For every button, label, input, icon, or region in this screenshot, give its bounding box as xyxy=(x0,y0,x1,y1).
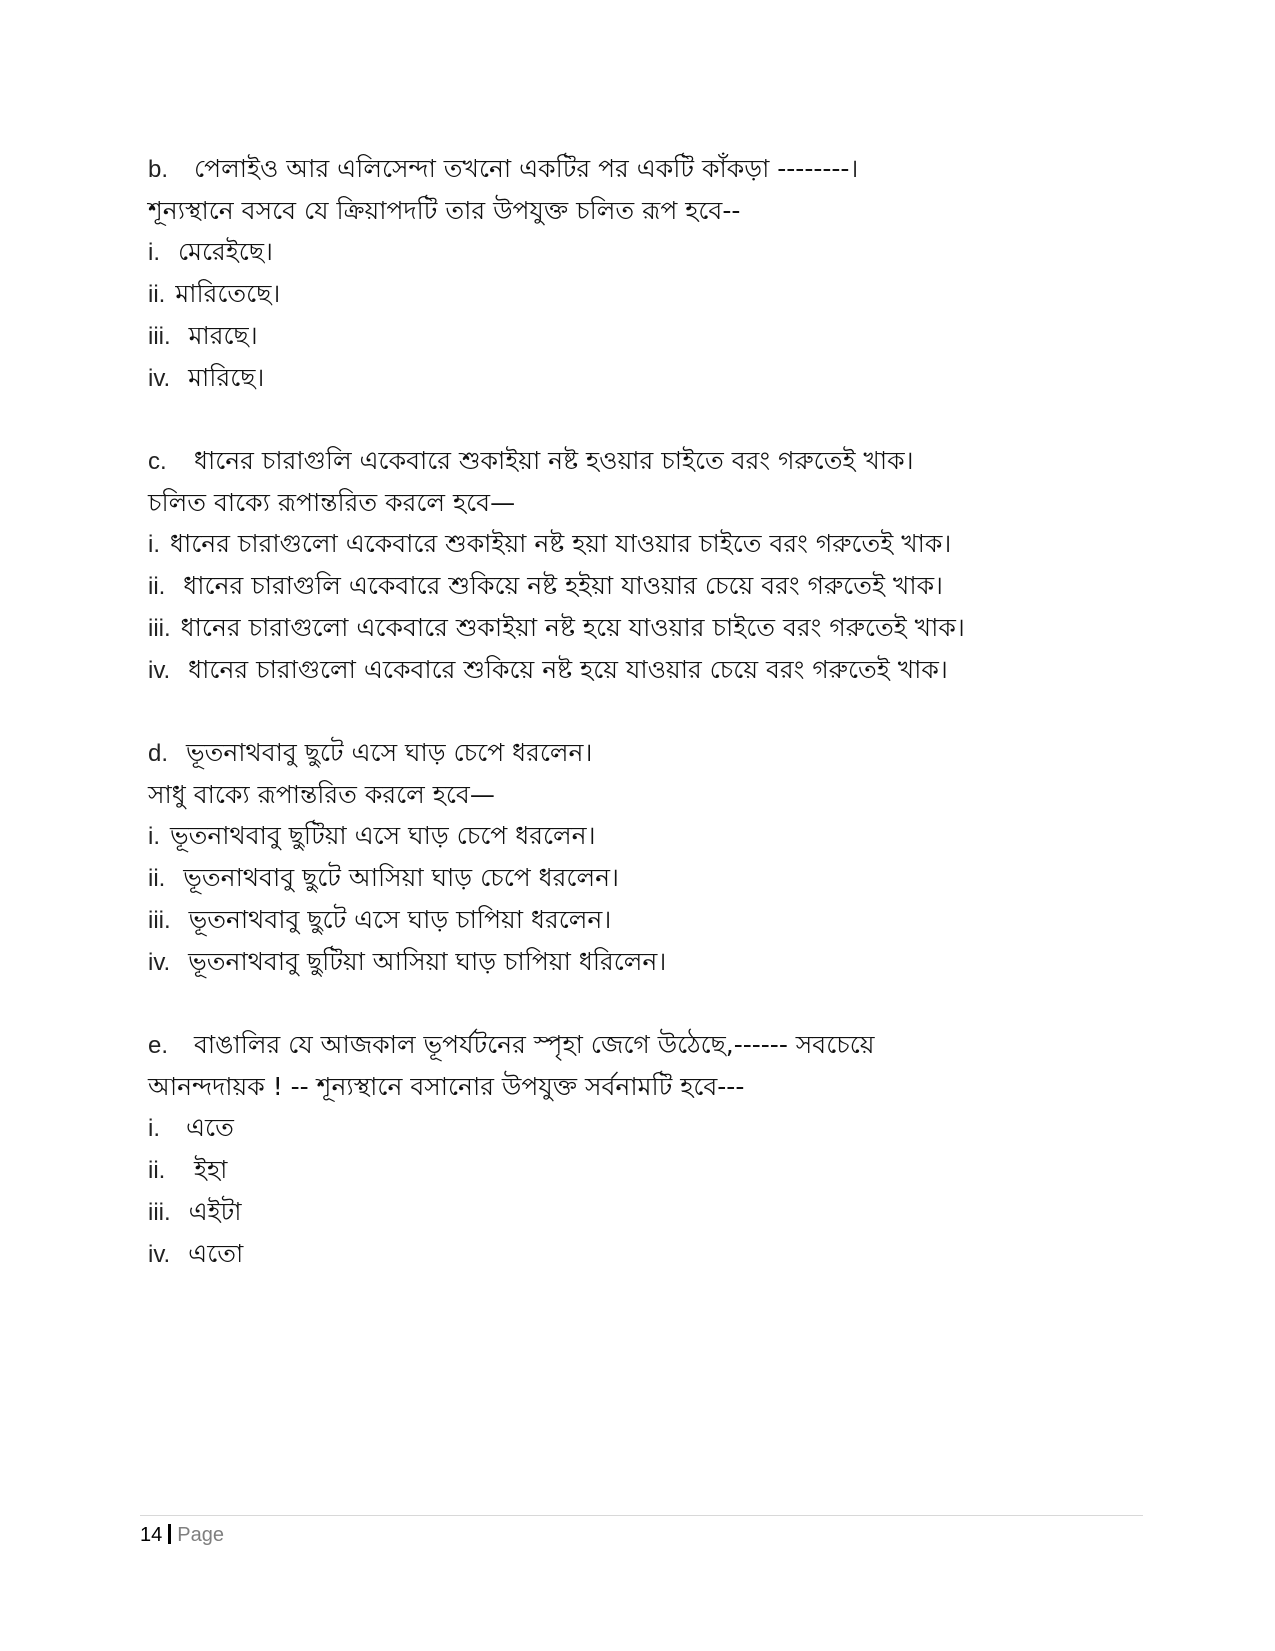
option-label: i. xyxy=(148,1115,160,1142)
option-text: মারিছে। xyxy=(188,363,265,392)
option-item xyxy=(148,899,1128,941)
option-item xyxy=(148,231,1128,273)
question-stem-text: ধানের চারাগুলি একেবারে শুকাইয়া নষ্ট হওয়ার চাইতে বরং গরুতেই খাক। xyxy=(193,446,914,475)
option-text: ধানের চারাগুলো একেবারে শুকাইয়া নষ্ট হয়া যাওয়ার চাইতে বরং গরুতেই খাক। xyxy=(170,529,952,558)
question-instruction: চলিত বাক্যে রূপান্তরিত করলে হবে— xyxy=(148,488,516,517)
option-label: iii. xyxy=(148,615,171,642)
question-label: d. xyxy=(148,740,169,767)
option-item xyxy=(148,815,1128,857)
option-text: এইটা xyxy=(188,1197,242,1226)
question-list xyxy=(148,148,1128,1316)
option-label: i. xyxy=(148,531,160,558)
option-item xyxy=(148,857,1128,899)
question-instruction: শূন্যস্থানে বসবে যে ক্রিয়াপদটি তার উপযুক্ত চলিত রূপ হবে-- xyxy=(148,196,741,225)
option-text: মেরেইছে। xyxy=(177,237,273,266)
page-label: Page xyxy=(177,1524,224,1546)
page-footer xyxy=(140,1522,224,1548)
option-label: iii. xyxy=(148,323,171,350)
question-stem-text: ভূতনাথবাবু ছুটে এসে ঘাড় চেপে ধরলেন। xyxy=(185,738,593,767)
option-item xyxy=(148,649,1128,691)
option-text: ভূতনাথবাবু ছুটিয়া আসিয়া ঘাড় চাপিয়া ধরিলেন। xyxy=(188,947,667,976)
option-text: ধানের চারাগুলি একেবারে শুকিয়ে নষ্ট হইয়া যাওয়ার চেয়ে বরং গরুতেই খাক। xyxy=(183,571,943,600)
option-label: ii. xyxy=(148,1157,166,1184)
option-text: ভূতনাথবাবু ছুটে এসে ঘাড় চাপিয়া ধরলেন। xyxy=(188,905,612,934)
option-text: ধানের চারাগুলো একেবারে শুকাইয়া নষ্ট হয়ে যাওয়ার চাইতে বরং গরুতেই খাক। xyxy=(180,613,965,642)
option-item xyxy=(148,1191,1128,1233)
question-stem xyxy=(148,1024,1128,1066)
option-label: i. xyxy=(148,823,160,850)
option-label: iv. xyxy=(148,657,171,684)
option-label: iii. xyxy=(148,907,171,934)
question-e xyxy=(148,1024,1128,1275)
option-label: iii. xyxy=(148,1199,171,1226)
option-item xyxy=(148,523,1128,565)
question-stem xyxy=(148,148,1128,190)
question-instruction: আনন্দদায়ক ! -- শূন্যস্থানে বসানোর উপযুক্ত সর্বনামটি হবে--- xyxy=(148,1072,745,1101)
option-item xyxy=(148,607,1128,649)
question-stem xyxy=(148,440,1128,482)
option-item xyxy=(148,315,1128,357)
footer-divider xyxy=(140,1515,1143,1516)
question-stem-text: বাঙালির যে আজকাল ভূপর্যটনের স্পৃহা জেগে উঠেছে,------ সবচেয়ে xyxy=(193,1030,875,1059)
option-text: ভূতনাথবাবু ছুটিয়া এসে ঘাড় চেপে ধরলেন। xyxy=(170,821,596,850)
question-label: e. xyxy=(148,1032,169,1059)
option-label: ii. xyxy=(148,281,166,308)
option-item xyxy=(148,273,1128,315)
option-text: ধানের চারাগুলো একেবারে শুকিয়ে নষ্ট হয়ে যাওয়ার চেয়ে বরং গরুতেই খাক। xyxy=(188,655,948,684)
option-text: ইহা xyxy=(193,1155,228,1184)
option-item xyxy=(148,1149,1128,1191)
option-item xyxy=(148,1233,1128,1275)
option-text: মারিতেছে। xyxy=(175,279,281,308)
option-text: এতে xyxy=(186,1113,234,1142)
option-label: i. xyxy=(148,239,160,266)
option-text: মারছে। xyxy=(188,321,258,350)
question-b xyxy=(148,148,1128,399)
option-label: iv. xyxy=(148,1241,171,1268)
option-label: iv. xyxy=(148,949,171,976)
option-item xyxy=(148,1107,1128,1149)
option-label: iv. xyxy=(148,365,171,392)
option-label: ii. xyxy=(148,573,166,600)
option-text: এতো xyxy=(188,1239,244,1268)
question-stem-text: পেলাইও আর এলিসেন্দা তখনো একটির পর একটি কাঁকড়া --------। xyxy=(193,154,859,183)
option-item xyxy=(148,941,1128,983)
question-label: c. xyxy=(148,448,167,475)
option-item xyxy=(148,565,1128,607)
question-d xyxy=(148,732,1128,983)
question-stem xyxy=(148,732,1128,774)
option-text: ভূতনাথবাবু ছুটে আসিয়া ঘাড় চেপে ধরলেন। xyxy=(183,863,619,892)
page-number: 14 xyxy=(140,1524,163,1546)
question-label: b. xyxy=(148,156,169,183)
footer-separator xyxy=(168,1524,171,1544)
question-c xyxy=(148,440,1128,691)
option-item xyxy=(148,357,1128,399)
option-label: ii. xyxy=(148,865,166,892)
question-instruction: সাধু বাক্যে রূপান্তরিত করলে হবে— xyxy=(148,780,495,809)
